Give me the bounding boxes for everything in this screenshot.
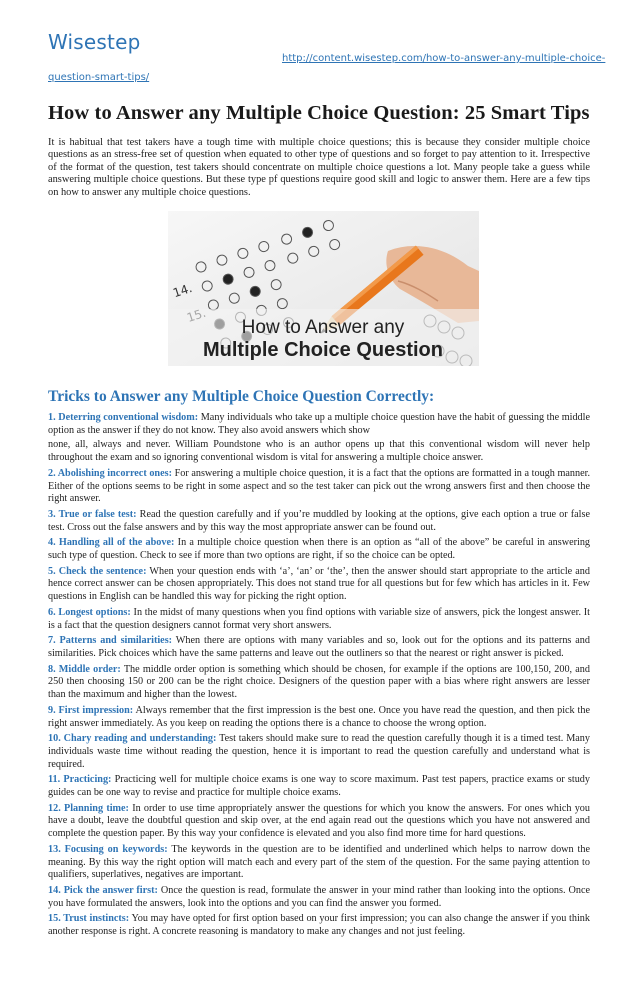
tips-list: [48, 412, 590, 939]
tip-label: 1. Deterring conventional wisdom:: [48, 412, 199, 424]
tip-item: [48, 664, 590, 702]
page-title: How to Answer any Multiple Choice Question: 25 Smart Tips: [48, 102, 590, 124]
tip-text: Once the question is read, formulate the answer in your mind rather than looking into the options. Once you have formulated the answers, look into the options and you can find the answer you formed.: [48, 884, 591, 909]
tip-label: 11. Practicing:: [48, 774, 112, 786]
tip-label: 4. Handling all of the above:: [48, 537, 175, 549]
tip-label: 2. Abolishing incorrect ones:: [48, 467, 172, 479]
tip-item: [48, 913, 590, 938]
tip-text: When your question ends with ‘a’, ‘an’ or ‘the’, then the answer should start appropriate to the article and hence correct answer can be chosen appropriately. This does not stand true for all questions but for few which has articles in it. Few questions in English can be handled this way for picking the right option.: [48, 565, 590, 603]
tip-label: 5. Check the sentence:: [48, 565, 147, 577]
tip-label: 8. Middle order:: [48, 663, 121, 675]
sheet-number-14: 14.: [170, 280, 194, 301]
section-heading: Tricks to Answer any Multiple Choice Question Correctly:: [48, 388, 435, 406]
tip-text: The keywords in the question are to be identified and underlined which helps to narrow down the meaning. By this way the right option will match each and every part of the stem of the question. For the same paying attention to qualifiers, superlatives, negatives are important.: [48, 843, 590, 881]
tip-item: [48, 635, 590, 660]
tip-label: 9. First impression:: [48, 704, 134, 716]
hero-title-line1: How to Answer any: [241, 317, 405, 339]
tip-item: [48, 439, 590, 464]
tip-text: In a multiple choice question when there is an option as “all of the above” be careful in answering such type of question. Check to see if more than two options are right, if so the choice can be opted.: [48, 537, 591, 562]
tip-label: 3. True or false test:: [48, 508, 137, 520]
tip-label: 14. Pick the answer first:: [48, 884, 158, 896]
tip-item: [48, 885, 590, 910]
tip-label: 13. Focusing on keywords:: [48, 843, 168, 855]
tip-text: When there are options with many variables and so, look out for the options and its patterns and similarities. Pick choices which have the same patterns and leave out the outliners so that the nearest or right answer is picked.: [48, 635, 590, 659]
page-header: [48, 30, 606, 88]
tip-item: [48, 566, 590, 604]
source-link-part1[interactable]: http://content.wisestep.com/how-to-answer-any-multiple-choice-: [282, 53, 606, 64]
tip-text: In the midst of many questions when you find options with variable size of answers, pick the longest answer. It is a fact that the question designers cannot format very short answers.: [48, 606, 590, 631]
intro-paragraph: It is habitual that test takers have a tough time with multiple choice questions; this is because they consider multiple choice questions as an stress-free set of question when equated to other type of questions and so forget to pay attention to it. Irrespective of the format of the question, test takers should concentrate on multiple choice questions a lot. Many people take a guess while answering multiple choice questions. But these type pf questions require good skill and logic to answer them. Here are a few tips on how to answer any multiple choice questions.: [48, 137, 590, 198]
hero-image: [168, 211, 479, 366]
tip-label: 7. Patterns and similarities:: [48, 635, 173, 647]
tip-item: [48, 412, 590, 437]
tip-item: [48, 733, 590, 771]
tip-item: [48, 607, 590, 632]
tip-text: Test takers should make sure to read the question carefully though it is a timed test. Many individuals waste time without reading the question, hence it is important to read the question carefully and understand what is required.: [48, 733, 590, 770]
tip-text: For answering a multiple choice question, it is a fact that the options are formatted in a tough manner. Either of the options seems to be right in some aspect and so the test taker can pick out the wrong answers first and then choose the right answer.: [48, 467, 590, 505]
tip-label: 12. Planning time:: [48, 802, 129, 814]
tip-text: You may have opted for first option based on your first impression; you can also change the answer if you think another response is right. A concrete reasoning is mandatory to make any changes and not just feeling.: [48, 913, 590, 938]
brand-name: Wisestep: [48, 30, 141, 54]
tip-text: Many individuals who take up a multiple choice question have the habit of guessing the middle option as the answer if they do not know. They also avoid answers which show: [48, 412, 591, 436]
tip-text: Practicing well for multiple choice exams is one way to score maximum. Past test papers, practice exams or study guides can be one way to revise and practice for multiple choice exams.: [48, 774, 590, 799]
tip-text: Read the question carefully and if you’re muddled by looking at the options, give each option a true or false test. Cross out the false answers and by this way the most appropriate answer can be found out.: [48, 508, 590, 533]
tip-item: [48, 509, 590, 534]
tip-text: none, all, always and never. William Poundstone who is an author opens up that this conventional wisdom will never help throughout the exam and so ignoring conventional wisdom is vital for answering a multiple choice answer.: [48, 439, 590, 464]
tip-item: [48, 844, 590, 882]
tip-item: [48, 537, 590, 562]
source-link-part2[interactable]: question-smart-tips/: [48, 72, 150, 83]
tip-text: In order to use time appropriately answer the questions for which you know the answers. For ones which you have a doubt, leave the doubtful question and skip over, at the end again read out the questions which you have not answered and complete the question paper. By this way your confidence is elevated and you also find more time for hard questions.: [48, 802, 590, 840]
hero-title-line2: Multiple Choice Question: [202, 339, 443, 362]
tip-text: The middle order option is something which should be chosen, for example if the options are 100,150, 200, and 250 then choosing 150 or 200 can be the right choice. Designers of the question paper with a bias where right answers are lesser than the maximum and higher than the lowest.: [48, 663, 590, 701]
tip-item: [48, 803, 590, 841]
tip-label: 15. Trust instincts:: [48, 913, 130, 925]
document-page: [48, 30, 606, 942]
tip-item: [48, 468, 590, 506]
tip-text: Always remember that the first impression is the best one. Once you have read the question, and then pick the right answer immediately. As you keep on reading the options there is a chance to choose the wrong option.: [48, 704, 590, 729]
tip-item: [48, 774, 590, 799]
tip-label: 10. Chary reading and understanding:: [48, 733, 217, 745]
tip-label: 6. Longest options:: [48, 606, 131, 618]
tip-item: [48, 705, 590, 730]
